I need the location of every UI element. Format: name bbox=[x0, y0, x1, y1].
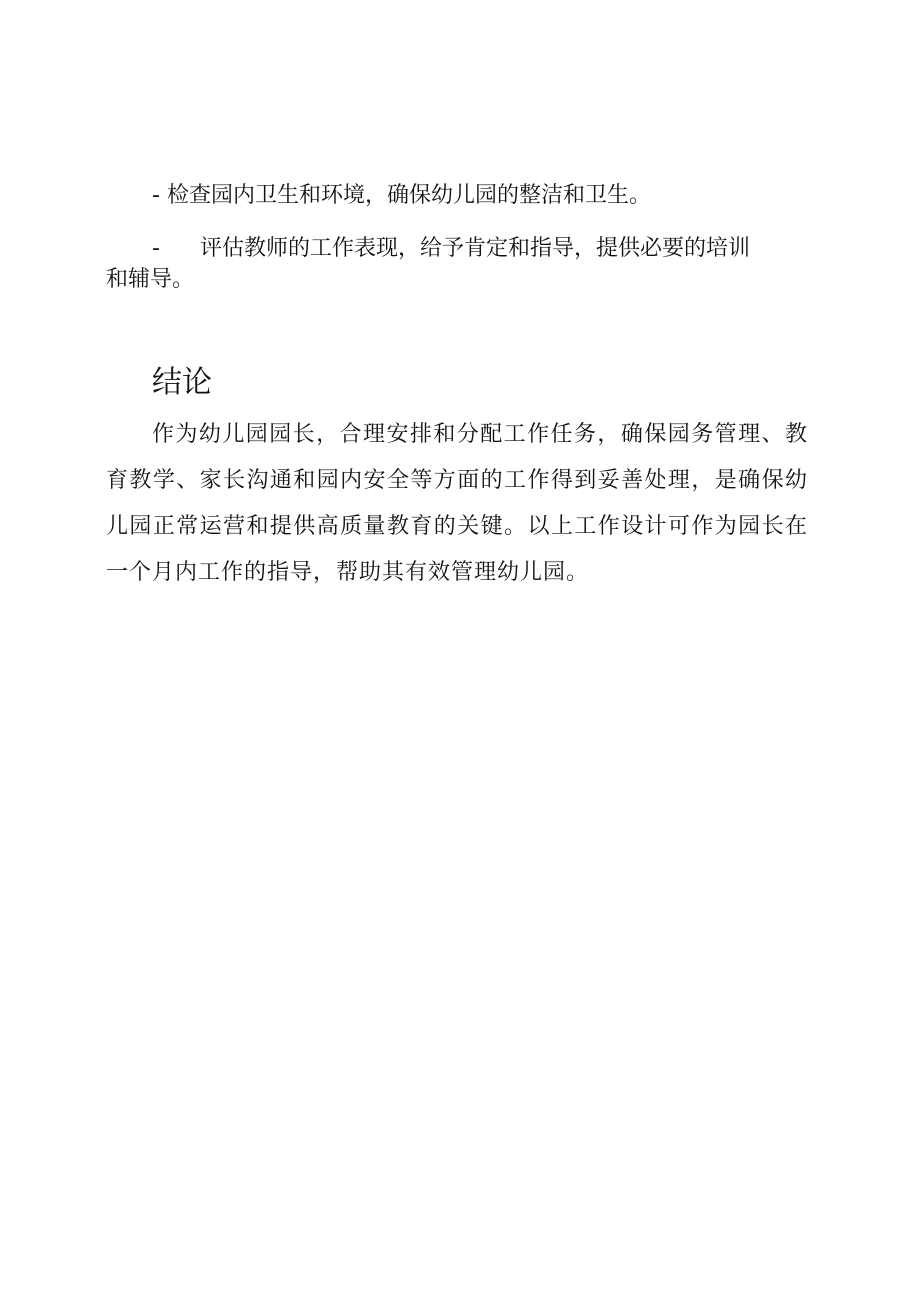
bullet-text: 检查园内卫生和环境，确保幼儿园的整洁和卫生。 bbox=[166, 183, 651, 208]
bullet-item-hygiene bbox=[152, 174, 651, 218]
bullet-text: 评估教师的工作表现，给予肯定和指导，提供必要的培训 bbox=[199, 236, 750, 261]
bullet-marker: - bbox=[152, 236, 160, 261]
conclusion-paragraph: 作为幼儿园园长，合理安排和分配工作任务，确保园务管理、教育教学、家长沟通和园内安全等方面的工作得到妥善处理，是确保幼儿园正常运营和提供高质量教育的关键。以上工作设计可作为园长在一个月内工作的指导，帮助其有效管理幼儿园。 bbox=[106, 422, 808, 585]
bullet-text-continuation: 和辅导。 bbox=[106, 267, 195, 292]
bullet-item-teacher-evaluation bbox=[152, 227, 750, 271]
section-heading-conclusion: 结论 bbox=[152, 365, 212, 400]
bullet-marker: - bbox=[152, 183, 160, 208]
